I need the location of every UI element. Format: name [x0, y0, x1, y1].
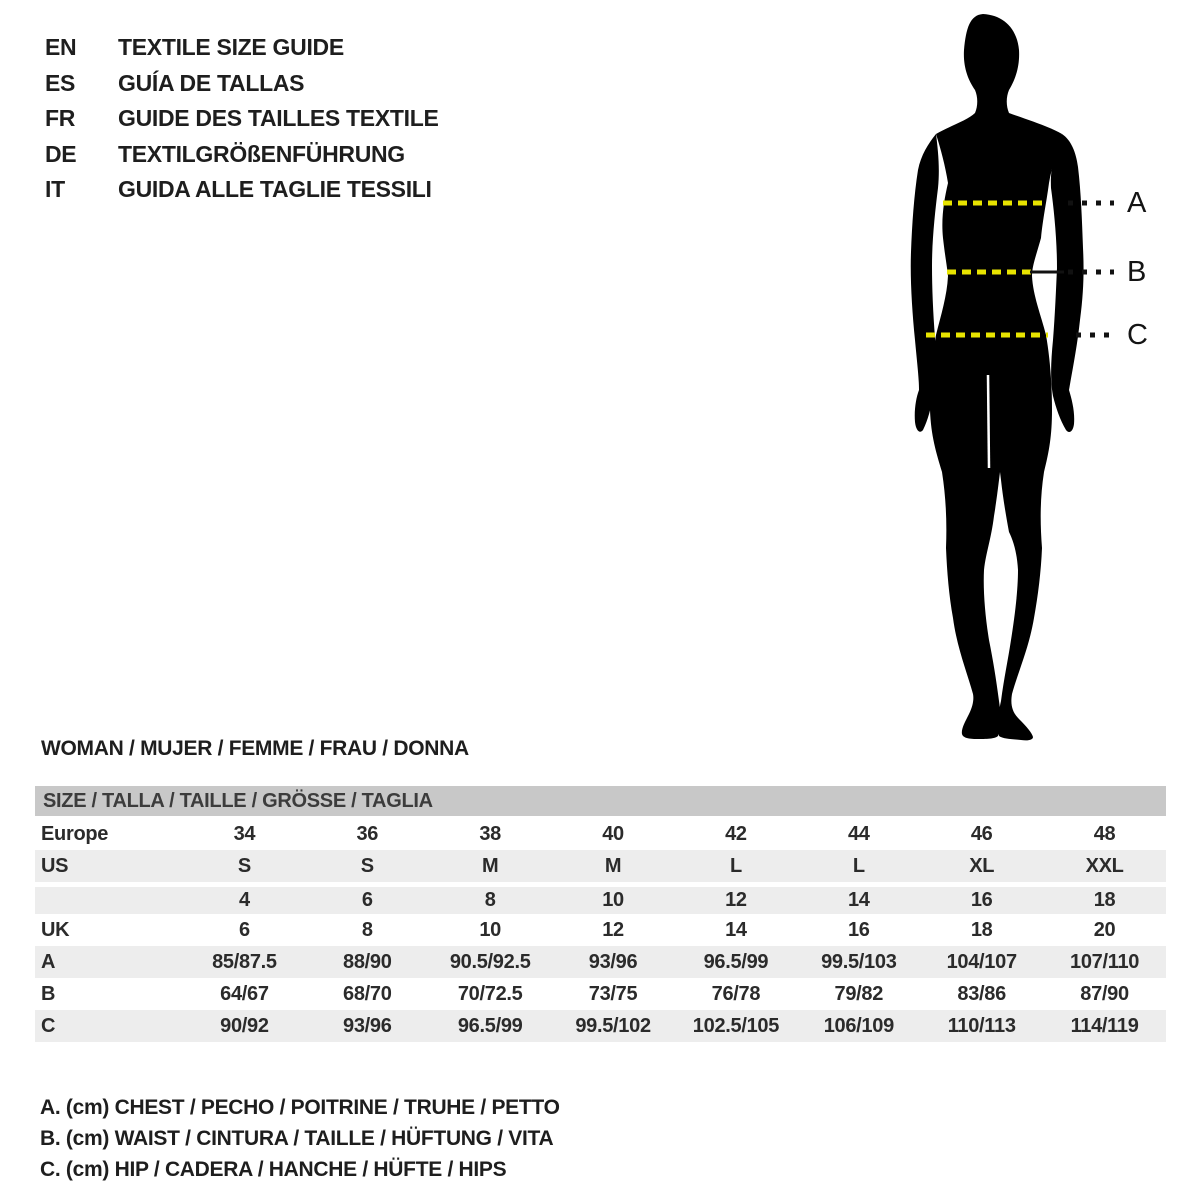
table-cell: 8	[484, 889, 496, 911]
table-cell: 107/110	[1070, 951, 1140, 973]
language-title: TEXTILGRÖßENFÜHRUNG	[118, 140, 405, 167]
table-cell: 114/119	[1070, 1015, 1139, 1037]
size-table	[35, 786, 1166, 1042]
table-row-hip	[35, 1010, 1166, 1042]
table-cell: L	[852, 855, 865, 877]
table-cell: 34	[233, 823, 256, 845]
language-row	[45, 30, 439, 66]
table-cell: 14	[847, 889, 870, 911]
table-cell: 10	[479, 919, 502, 941]
measurement-legend	[40, 1092, 560, 1185]
table-cell: 76/78	[711, 983, 761, 1005]
table-cell: 14	[725, 919, 747, 941]
table-cell: 6	[239, 919, 250, 941]
table-cell: 48	[1093, 823, 1116, 845]
marker-label-chest: A	[1127, 187, 1147, 219]
table-cell: 20	[1093, 919, 1116, 941]
table-cell: L	[729, 855, 742, 877]
language-code: IT	[45, 176, 65, 202]
table-row-us-letters	[35, 850, 1166, 882]
language-title: GUIDE DES TAILLES TEXTILE	[118, 105, 439, 131]
table-cell: S	[237, 855, 251, 877]
language-row	[45, 101, 439, 137]
table-cell: 70/72.5	[457, 983, 523, 1005]
marker-label-waist: B	[1127, 256, 1147, 288]
language-code: FR	[45, 105, 76, 131]
table-cell: 110/113	[947, 1015, 1016, 1037]
table-cell: 68/70	[343, 983, 392, 1005]
row-label: A	[41, 951, 56, 973]
row-label: US	[41, 855, 69, 877]
row-label: C	[41, 1015, 56, 1037]
table-cell: 87/90	[1080, 983, 1129, 1005]
table-cell: 99.5/103	[821, 951, 897, 973]
language-code: DE	[45, 140, 77, 167]
table-cell: 12	[602, 919, 624, 941]
language-title: GUÍA DE TALLAS	[118, 69, 305, 96]
table-cell: 18	[1093, 889, 1116, 911]
row-label	[35, 887, 183, 914]
table-cell: 42	[725, 823, 747, 845]
table-cell: 90/92	[220, 1015, 269, 1037]
table-row-chest	[35, 946, 1166, 978]
legend-hip: C. (cm) HIP / CADERA / HANCHE / HÜFTE / HIPS	[40, 1158, 507, 1181]
language-row	[45, 137, 439, 173]
row-label: UK	[41, 919, 70, 941]
table-cell: 16	[970, 889, 993, 911]
table-cell: 96.5/99	[457, 1015, 523, 1037]
table-cell: 99.5/102	[575, 1015, 651, 1037]
table-cell: S	[360, 855, 374, 877]
table-cell: 46	[970, 823, 993, 845]
table-cell: 79/82	[834, 983, 884, 1005]
table-cell: 40	[602, 823, 624, 845]
table-cell: 73/75	[588, 983, 638, 1005]
section-title: WOMAN / MUJER / FEMME / FRAU / DONNA	[41, 737, 469, 760]
table-cell: M	[482, 855, 499, 877]
table-cell: 44	[847, 823, 870, 845]
table-cell: 93/96	[343, 1015, 392, 1037]
table-cell: 36	[356, 823, 379, 845]
table-cell: 88/90	[343, 951, 392, 973]
size-guide-figure	[875, 0, 1120, 745]
table-cell: 12	[725, 889, 747, 911]
table-cell: 93/96	[588, 951, 638, 973]
table-cell: 83/86	[957, 983, 1006, 1005]
table-cell: 90.5/92.5	[449, 951, 531, 973]
row-label: B	[41, 983, 56, 1005]
table-row-europe	[35, 818, 1166, 850]
language-row	[45, 66, 439, 102]
legend-waist: B. (cm) WAIST / CINTURA / TAILLE / HÜFTUNG / VITA	[40, 1127, 554, 1150]
table-cell: 102.5/105	[692, 1015, 780, 1037]
woman-right-arm	[1051, 134, 1084, 432]
table-cell: 10	[602, 889, 624, 911]
table-cell: 96.5/99	[703, 951, 769, 973]
table-cell: XXL	[1085, 855, 1124, 877]
table-cell: M	[604, 855, 622, 877]
woman-silhouette-icon	[930, 14, 1062, 740]
table-cell: XL	[969, 855, 995, 877]
table-header-bar: SIZE / TALLA / TAILLE / GRÖSSE / TAGLIA	[35, 786, 1166, 816]
table-cell: 4	[239, 889, 250, 911]
table-cell: 64/67	[220, 983, 269, 1005]
language-title: TEXTILE SIZE GUIDE	[118, 34, 344, 60]
table-cell: 106/109	[823, 1015, 894, 1037]
language-title: GUIDA ALLE TAGLIE TESSILI	[118, 176, 432, 202]
row-label: Europe	[41, 823, 109, 845]
language-row	[45, 172, 439, 208]
table-row-waist	[35, 978, 1166, 1010]
table-row-us-numbers	[35, 882, 1166, 914]
table-cell: 8	[361, 919, 373, 941]
table-cell: 6	[361, 889, 373, 911]
table-row-uk	[35, 914, 1166, 946]
table-cell: 85/87.5	[212, 951, 277, 973]
table-cell: 18	[970, 919, 993, 941]
table-cell: 38	[479, 823, 502, 845]
leg-separator-line	[988, 375, 989, 468]
table-cell: 16	[847, 919, 870, 941]
legend-chest: A. (cm) CHEST / PECHO / POITRINE / TRUHE / PETTO	[40, 1096, 560, 1119]
marker-label-hip: C	[1127, 319, 1148, 351]
language-code: EN	[45, 34, 77, 60]
language-code: ES	[45, 69, 76, 96]
table-cell: 104/107	[946, 951, 1017, 973]
language-title-list	[45, 30, 439, 208]
